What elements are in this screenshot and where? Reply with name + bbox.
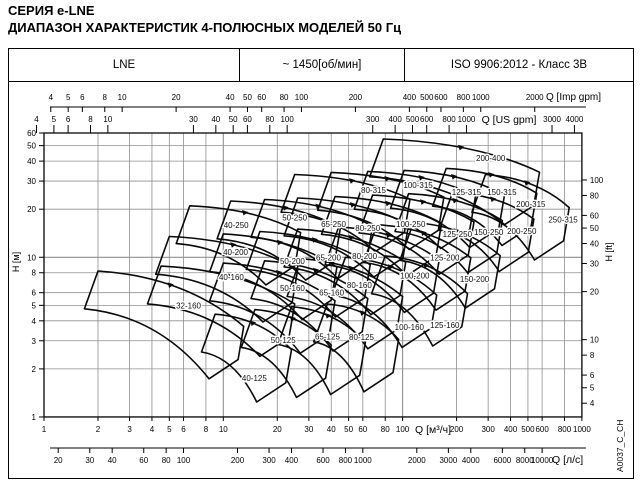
us-gpm-tick-label: 800 <box>442 115 456 124</box>
h-m-tick-label: 10 <box>27 253 36 263</box>
standard-cell: ISO 9906:2012 - Класс 3В <box>450 59 588 71</box>
ls-tick-label: 100 <box>176 456 191 465</box>
us-gpm-tick-label: 500 <box>405 115 420 124</box>
us-gpm-tick-label: 80 <box>265 115 275 124</box>
us-gpm-tick-label: 50 <box>228 115 238 124</box>
pump-region-label: 65-250 <box>321 220 347 230</box>
pump-region-label: 125-315 <box>451 188 482 198</box>
pump-region-label: 50-250 <box>282 213 308 223</box>
m3h-tick-label: 6 <box>181 425 186 434</box>
m3h-tick-label: 400 <box>503 425 518 434</box>
m3h-tick-label: 80 <box>380 425 390 434</box>
imp-gpm-tick-label: 2000 <box>525 93 544 102</box>
h-m-tick-label: 8 <box>31 268 36 278</box>
h-ft-tick-label: 8 <box>589 351 595 361</box>
pump-region-labels <box>176 154 578 383</box>
h-m-tick-label: 30 <box>27 177 36 187</box>
pump-region-65-200 <box>246 232 370 318</box>
ls-tick-label: 8000 <box>515 456 534 465</box>
h-ft-tick-label: 4 <box>589 399 595 409</box>
pump-region-label: 150-315 <box>487 188 517 198</box>
m3h-tick-label: 5 <box>167 425 172 434</box>
imp-gpm-tick-label: 10 <box>117 93 127 102</box>
ls-tick-label: 10000 <box>530 456 554 465</box>
range-subtitle: ДИАПАЗОН ХАРАКТЕРИСТИК 4-ПОЛЮСНЫХ МОДЕЛЕЙ 50 Гц <box>8 20 402 35</box>
us-gpm-tick-label: 6 <box>65 115 71 124</box>
m3h-tick-label: 8 <box>203 425 209 434</box>
m3h-tick-label: 60 <box>358 425 368 434</box>
us-gpm-tick-label: 60 <box>242 115 252 124</box>
ls-unit-label: Q [л/с] <box>552 454 584 466</box>
m3h-tick-label: 600 <box>535 425 549 434</box>
m3h-tick-label: 10 <box>218 425 228 434</box>
ls-tick-label: 400 <box>284 456 299 465</box>
h-ft-axis <box>582 176 614 408</box>
pump-region-label: 32-160 <box>176 301 202 311</box>
h-m-tick-label: 20 <box>27 205 36 215</box>
pump-region-label: 80-160 <box>346 281 372 291</box>
h-ft-tick-label: 6 <box>589 371 595 381</box>
m3h-tick-label: 100 <box>395 425 410 434</box>
pump-region-label: 200-250 <box>507 227 537 237</box>
ls-tick-label: 3000 <box>439 456 458 465</box>
ls-tick-label: 6000 <box>493 456 512 465</box>
pump-region-label: 100-200 <box>400 271 430 281</box>
m3h-tick-label: 50 <box>344 425 354 434</box>
pump-region-80-200 <box>284 229 406 315</box>
m3h-tick-label: 1 <box>41 425 47 434</box>
pump-region-label: 50-200 <box>279 256 305 266</box>
imp-gpm-tick-label: 8 <box>102 93 107 102</box>
pump-region-label: 40-200 <box>223 247 248 257</box>
imp-gpm-tick-label: 200 <box>348 93 363 102</box>
pump-region-label: 200-400 <box>476 153 506 163</box>
m3h-tick-label: 500 <box>521 425 535 434</box>
h-m-tick-label: 4 <box>31 316 36 326</box>
imp-gpm-tick-label: 60 <box>257 93 267 102</box>
imp-gpm-tick-label: 100 <box>294 93 309 102</box>
h-m-unit-label: H [м] <box>11 251 21 273</box>
m3h-tick-label: 1000 <box>573 425 591 434</box>
m3h-tick-label: 40 <box>326 425 336 434</box>
us-gpm-tick-label: 4 <box>34 115 39 124</box>
imp-gpm-tick-label: 20 <box>171 93 181 102</box>
pump-region-label: 150-250 <box>473 227 504 237</box>
ls-tick-label: 20 <box>53 456 63 465</box>
h-ft-tick-label: 40 <box>589 239 599 249</box>
imp-gpm-tick-label: 1000 <box>471 93 490 102</box>
us-gpm-tick-label: 40 <box>211 115 221 124</box>
m3h-tick-label: 3 <box>127 425 132 434</box>
h-m-axis <box>11 129 44 422</box>
pump-region-label: 250-315 <box>548 215 578 225</box>
us-gpm-tick-label: 10 <box>103 115 113 124</box>
us-gpm-tick-label: 4000 <box>565 115 584 124</box>
us-gpm-tick-label: 400 <box>388 115 402 124</box>
pump-region-40-125 <box>202 314 292 402</box>
h-ft-tick-label: 30 <box>589 259 599 269</box>
imp-gpm-unit-label: Q [Imp gpm] <box>546 92 602 103</box>
ls-tick-label: 80 <box>161 456 171 465</box>
imp-gpm-tick-label: 5 <box>65 93 71 102</box>
range-chart <box>8 82 634 479</box>
m3h-tick-label: 800 <box>557 425 572 434</box>
imp-gpm-axis <box>49 92 602 112</box>
us-gpm-tick-label: 5 <box>51 115 57 124</box>
ls-tick-label: 40 <box>107 456 117 465</box>
h-m-tick-label: 40 <box>27 157 36 167</box>
page-title <box>8 2 401 36</box>
pump-region-label: 40-250 <box>223 221 249 231</box>
pump-region-label: 100-250 <box>396 220 426 230</box>
ls-tick-label: 4000 <box>461 456 480 465</box>
ls-axis <box>50 448 586 466</box>
h-m-tick-label: 60 <box>27 129 36 138</box>
h-m-tick-label: 6 <box>31 288 36 298</box>
h-ft-tick-label: 60 <box>589 211 599 221</box>
ls-tick-label: 30 <box>85 456 95 465</box>
m3h-tick-label: 20 <box>272 425 282 434</box>
drawing-code: A0037_C_CH <box>615 419 625 472</box>
h-ft-tick-label: 100 <box>589 175 604 185</box>
pump-region-label: 125-160 <box>430 320 460 330</box>
h-m-tick-label: 3 <box>31 336 36 346</box>
h-m-tick-label: 2 <box>31 364 36 374</box>
pump-region-label: 100-160 <box>394 322 424 332</box>
us-gpm-tick-label: 1000 <box>457 115 476 124</box>
h-ft-tick-label: 10 <box>589 335 599 345</box>
pump-region-label: 125-250 <box>442 229 473 239</box>
imp-gpm-tick-label: 50 <box>243 93 252 102</box>
pump-region-label: 100-315 <box>403 181 433 191</box>
us-gpm-tick-label: 300 <box>366 115 380 124</box>
imp-gpm-tick-label: 800 <box>456 93 471 102</box>
pump-region-label: 50-160 <box>279 284 305 294</box>
ls-tick-label: 300 <box>262 456 276 465</box>
us-gpm-tick-label: 30 <box>188 115 198 124</box>
ls-tick-label: 600 <box>316 456 330 465</box>
m3h-axis <box>42 417 592 436</box>
h-m-tick-label: 50 <box>27 141 36 151</box>
speed-cell: ~ 1450[об/мин] <box>239 49 405 81</box>
h-ft-tick-label: 80 <box>589 191 599 201</box>
m3h-tick-label: 30 <box>304 425 314 434</box>
series-cell: LNE <box>112 59 136 71</box>
pump-region-label: 65-125 <box>314 332 340 342</box>
pump-region-label: 40-125 <box>241 374 267 384</box>
ls-tick-label: 800 <box>338 456 353 465</box>
pump-region-label: 200-315 <box>516 199 546 209</box>
us-gpm-tick-label: 3000 <box>543 115 561 124</box>
m3h-tick-label: 4 <box>149 425 155 434</box>
ls-tick-label: 1000 <box>353 456 372 465</box>
m3h-tick-label: 2 <box>95 425 101 434</box>
pump-region-label: 40-160 <box>218 273 244 283</box>
h-ft-unit-label: H [ft] <box>604 242 614 262</box>
pump-region-label: 80-250 <box>355 223 381 233</box>
h-m-tick-label: 5 <box>31 301 36 311</box>
us-gpm-axis <box>34 114 584 133</box>
imp-gpm-tick-label: 40 <box>225 93 235 102</box>
us-gpm-tick-label: 8 <box>88 115 93 124</box>
imp-gpm-tick-label: 80 <box>279 93 289 102</box>
imp-gpm-tick-label: 600 <box>434 93 448 102</box>
ls-tick-label: 60 <box>139 456 149 465</box>
pump-region-label: 125-200 <box>430 253 460 263</box>
pump-region-label: 80-200 <box>352 251 378 261</box>
pump-region-label: 65-200 <box>316 253 341 263</box>
range-chart-svg <box>9 82 632 476</box>
pump-regions <box>84 139 569 402</box>
h-m-tick-label: 1 <box>31 412 36 422</box>
imp-gpm-tick-label: 500 <box>420 93 434 102</box>
m3h-tick-label: 300 <box>481 425 495 434</box>
pump-region-100-200 <box>325 227 439 313</box>
h-ft-tick-label: 20 <box>589 287 599 297</box>
m3h-unit-label: Q [м³/ч] <box>414 424 452 436</box>
h-ft-tick-label: 50 <box>589 224 599 234</box>
pump-region-label: 80-125 <box>349 332 374 342</box>
m3h-tick-label: 200 <box>449 425 464 434</box>
pump-region-label: 150-200 <box>459 275 490 285</box>
us-gpm-unit-label: Q [US gpm] <box>481 114 537 126</box>
imp-gpm-tick-label: 400 <box>402 93 417 102</box>
imp-gpm-tick-label: 6 <box>80 93 85 102</box>
us-gpm-tick-label: 100 <box>280 115 294 124</box>
pump-region-label: 65-160 <box>319 288 345 298</box>
imp-gpm-tick-label: 4 <box>48 93 54 102</box>
pump-region-label: 50-125 <box>270 335 296 345</box>
ls-tick-label: 200 <box>230 456 245 465</box>
h-ft-tick-label: 5 <box>589 383 595 393</box>
series-title: СЕРИЯ e-LNE <box>8 3 95 18</box>
ls-tick-label: 2000 <box>407 456 426 465</box>
us-gpm-tick-label: 600 <box>420 115 434 124</box>
pump-region-label: 80-315 <box>361 186 386 196</box>
info-table <box>8 48 634 82</box>
